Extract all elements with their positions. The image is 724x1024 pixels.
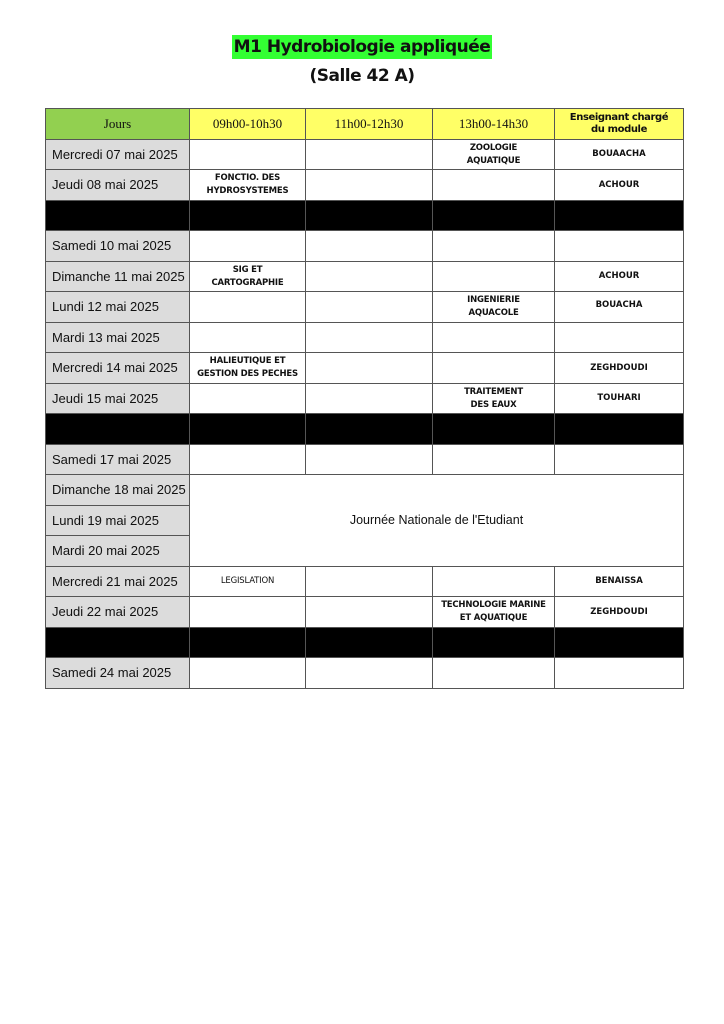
day-cell: Mercredi 07 mai 2025	[46, 139, 190, 170]
table-row	[46, 353, 684, 384]
room-subtitle: (Salle 42 A)	[309, 66, 415, 86]
slot-cell	[306, 170, 433, 201]
table-row	[46, 658, 684, 689]
slot-cell	[190, 322, 306, 353]
slot-cell	[306, 292, 433, 323]
day-cell: Mercredi 14 mai 2025	[46, 353, 190, 384]
slot-cell	[433, 322, 555, 353]
module-cell: TRAITEMENT DES EAUX	[433, 383, 555, 414]
table-row	[46, 566, 684, 597]
table-row	[46, 597, 684, 628]
day-cell: Jeudi 22 mai 2025	[46, 597, 190, 628]
document-title: M1 Hydrobiologie appliquée	[233, 37, 491, 57]
day-cell: Mardi 20 mai 2025	[46, 536, 190, 567]
slot-cell	[306, 322, 433, 353]
header-slot-1: 09h00-10h30	[190, 109, 306, 140]
day-cell: Dimanche 18 mai 2025	[46, 475, 190, 506]
header-slot-3: 13h00-14h30	[433, 109, 555, 140]
slot-cell	[306, 597, 433, 628]
slot-cell	[190, 231, 306, 262]
separator-row	[46, 414, 684, 445]
slot-cell	[306, 353, 433, 384]
slot-cell	[306, 658, 433, 689]
slot-cell	[306, 383, 433, 414]
slot-cell	[306, 566, 433, 597]
slot-cell	[306, 444, 433, 475]
slot-cell	[433, 566, 555, 597]
module-cell: INGENIERIE AQUACOLE	[433, 292, 555, 323]
module-cell: HALIEUTIQUE ET GESTION DES PECHES	[190, 353, 306, 384]
event-cell: Journée Nationale de l'Etudiant	[190, 475, 684, 567]
table-row	[46, 231, 684, 262]
module-cell: FONCTIO. DES HYDROSYSTEMES	[190, 170, 306, 201]
day-cell: Jeudi 15 mai 2025	[46, 383, 190, 414]
slot-cell	[306, 231, 433, 262]
slot-cell	[190, 139, 306, 170]
table-row	[46, 475, 684, 506]
slot-cell	[433, 231, 555, 262]
teacher-cell: BOUAACHA	[555, 139, 684, 170]
teacher-cell	[555, 444, 684, 475]
slot-cell	[306, 261, 433, 292]
separator-row	[46, 200, 684, 231]
slot-cell	[433, 353, 555, 384]
slot-cell	[433, 658, 555, 689]
slot-cell	[190, 444, 306, 475]
day-cell: Jeudi 08 mai 2025	[46, 170, 190, 201]
day-cell: Samedi 10 mai 2025	[46, 231, 190, 262]
header-slot-2: 11h00-12h30	[306, 109, 433, 140]
teacher-cell: ACHOUR	[555, 170, 684, 201]
table-row	[46, 322, 684, 353]
module-cell: LEGISLATION	[190, 566, 306, 597]
day-cell: Lundi 19 mai 2025	[46, 505, 190, 536]
module-cell: SIG ET CARTOGRAPHIE	[190, 261, 306, 292]
day-cell: Mercredi 21 mai 2025	[46, 566, 190, 597]
teacher-cell: BOUACHA	[555, 292, 684, 323]
table-row	[46, 170, 684, 201]
teacher-cell: TOUHARI	[555, 383, 684, 414]
header-row	[46, 109, 684, 140]
module-cell: ZOOLOGIE AQUATIQUE	[433, 139, 555, 170]
teacher-cell	[555, 231, 684, 262]
teacher-cell: BENAISSA	[555, 566, 684, 597]
slot-cell	[433, 170, 555, 201]
teacher-cell	[555, 322, 684, 353]
day-cell: Mardi 13 mai 2025	[46, 322, 190, 353]
slot-cell	[433, 444, 555, 475]
schedule-table	[45, 108, 684, 689]
teacher-cell: ACHOUR	[555, 261, 684, 292]
table-row	[46, 261, 684, 292]
slot-cell	[306, 139, 433, 170]
separator-row	[46, 627, 684, 658]
day-cell: Samedi 24 mai 2025	[46, 658, 190, 689]
day-cell: Lundi 12 mai 2025	[46, 292, 190, 323]
table-row	[46, 292, 684, 323]
slot-cell	[433, 261, 555, 292]
table-row	[46, 383, 684, 414]
table-row	[46, 444, 684, 475]
slot-cell	[190, 292, 306, 323]
teacher-cell: ZEGHDOUDI	[555, 353, 684, 384]
header-days: Jours	[46, 109, 190, 140]
day-cell: Dimanche 11 mai 2025	[46, 261, 190, 292]
module-cell: TECHNOLOGIE MARINE ET AQUATIQUE	[433, 597, 555, 628]
teacher-cell	[555, 658, 684, 689]
slot-cell	[190, 383, 306, 414]
table-row	[46, 139, 684, 170]
teacher-cell: ZEGHDOUDI	[555, 597, 684, 628]
slot-cell	[190, 597, 306, 628]
header-teacher: Enseignant chargé du module	[555, 109, 684, 140]
slot-cell	[190, 658, 306, 689]
day-cell: Samedi 17 mai 2025	[46, 444, 190, 475]
